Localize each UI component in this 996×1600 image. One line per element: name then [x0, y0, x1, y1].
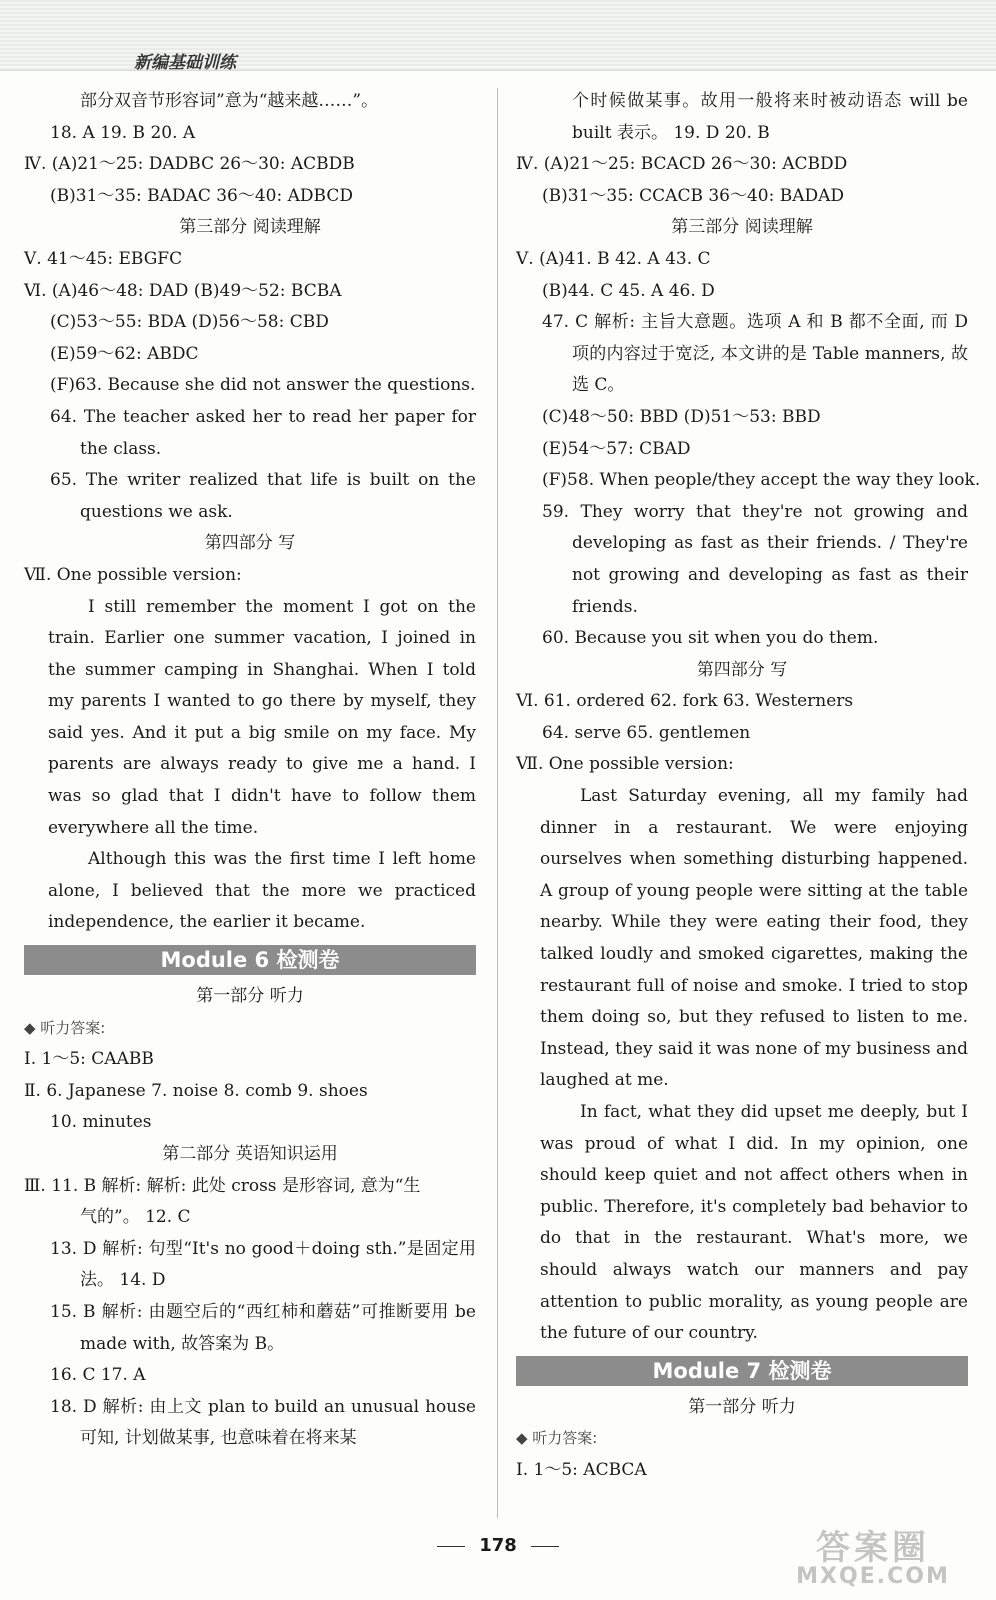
answer-line: (C)48～50: BBD (D)51～53: BBD — [542, 406, 821, 427]
page-number: 178 — [479, 1535, 517, 1556]
answer-line: (B)44. C 45. A 46. D — [542, 280, 715, 301]
answer-line: (B)31～35: BADAC 36～40: ADBCD — [50, 185, 353, 206]
section-heading: 第三部分 阅读理解 — [671, 217, 813, 238]
section-heading: 第三部分 阅读理解 — [179, 217, 321, 238]
answer-line: (E)59～62: ABDC — [50, 343, 199, 364]
answer-line: Ⅳ. (A)21～25: BCACD 26～30: ACBDD — [516, 154, 848, 175]
answer-line: Ⅴ. 41～45: EBGFC — [24, 248, 183, 269]
essay-paragraph: I still remember the moment I got on the train. Earlier one summer vacation, I joined in the summer camping in Shanghai. When I told my parents I wanted to go there by myself, they said yes. And it put a big smile on my face. My parents are always ready to give me a hand. I was so glad that I didn't have to follow them everywhere all the time. — [48, 596, 476, 838]
answer-line: 15. B 解析: 由题空后的“西红柿和蘑菇”可推断要用 be made with, 故答案为 B。 — [50, 1301, 476, 1354]
answer-line: 13. D 解析: 句型“It's no good＋doing sth.”是固定用法。 14. D — [50, 1238, 476, 1291]
left-column — [24, 86, 476, 1455]
watermark-logo — [768, 1530, 978, 1590]
section-heading: 第一部分 听力 — [196, 986, 304, 1007]
footer-dash-left — [437, 1546, 465, 1547]
essay-paragraph: Although this was the first time I left home alone, I believed that the more we practiced independence, the earlier it became. — [48, 849, 476, 933]
answer-line: Ⅰ. 1～5: ACBCA — [516, 1459, 647, 1480]
answer-line: 59. They worry that they're not growing and developing as fast as their friends. / They're not growing and developing as fast as their friends. — [542, 501, 968, 617]
answer-line: 18. A 19. B 20. A — [50, 122, 196, 143]
answer-line: (F)63. Because she did not answer the questions. — [50, 375, 476, 396]
section-heading: 第四部分 写 — [204, 533, 296, 554]
answer-line: Ⅴ. (A)41. B 42. A 43. C — [516, 248, 711, 269]
answer-line: 16. C 17. A — [50, 1365, 146, 1386]
answer-line: 个时候做某事。故用一般将来时被动语态 will be built 表示。 19. D 20. B — [572, 91, 968, 143]
essay-paragraph: In fact, what they did upset me deeply, but I was proud of what I did. In my opinion, one should keep quiet and not affect others when in public. Therefore, it's completely bad behavior to do that in the restaurant. What's more, we should always watch our manners and pay attention to public morality, as young people are the future of our country. — [540, 1102, 968, 1344]
answer-line: 60. Because you sit when you do them. — [542, 628, 879, 649]
column-divider — [497, 88, 498, 1518]
answer-line: 64. serve 65. gentlemen — [542, 722, 751, 743]
essay-paragraph: Last Saturday evening, all my family had dinner in a restaurant. We were enjoying ourselves when something disturbing happened. A group of young people were sitting at the table nearby. While they were eating their food, they talked loudly and smoked cigarettes, making the restaurant full of noise and smoke. I tried to stop them doing so, but they refused to listen to me. Instead, they said it was none of my business and laughed at me. — [540, 786, 968, 1091]
footer-dash-right — [531, 1546, 559, 1547]
answer-line: 65. The writer realized that life is built on the questions we ask. — [50, 470, 476, 522]
answer-line: (F)58. When people/they accept the way they look. — [542, 470, 981, 491]
answer-line: Ⅵ. (A)46～48: DAD (B)49～52: BCBA — [24, 280, 342, 301]
answer-line: Ⅰ. 1～5: CAABB — [24, 1049, 154, 1070]
answer-line: 部分双音节形容词”意为“越来越……”。 — [80, 91, 379, 111]
answer-line: Ⅵ. 61. ordered 62. fork 63. Westerners — [516, 691, 854, 712]
answer-line: (B)31～35: CCACB 36～40: BADAD — [542, 185, 845, 206]
answer-line: Ⅲ. 11. B 解析: 解析: 此处 cross 是形容词, 意为“生 — [24, 1175, 421, 1196]
watermark-text: 答案圈 — [816, 1528, 930, 1568]
watermark-url: MXQE.COM — [796, 1564, 950, 1589]
answer-line: Ⅶ. One possible version: — [24, 564, 242, 585]
section-heading: 第一部分 听力 — [688, 1396, 796, 1417]
answer-line: (E)54～57: CBAD — [542, 438, 691, 459]
section-heading: 第二部分 英语知识运用 — [162, 1144, 338, 1164]
module-banner: Module 7 检测卷 — [516, 1356, 968, 1386]
answer-line: Ⅳ. (A)21～25: DADBC 26～30: ACBDB — [24, 154, 355, 175]
answer-line: 10. minutes — [50, 1112, 152, 1133]
answer-line: 64. The teacher asked her to read her paper for the class. — [50, 406, 476, 459]
listening-label: ◆ 听力答案: — [516, 1429, 598, 1448]
answer-line: 气的”。 12. C — [80, 1207, 191, 1228]
answer-line: (C)53～55: BDA (D)56～58: CBD — [50, 312, 329, 333]
answer-line: Ⅱ. 6. Japanese 7. noise 8. comb 9. shoes — [24, 1080, 368, 1101]
book-title: 新编基础训练 — [134, 53, 236, 73]
module-banner: Module 6 检测卷 — [24, 945, 476, 975]
section-heading: 第四部分 写 — [696, 659, 788, 680]
page-header — [0, 0, 996, 71]
answer-line: Ⅶ. One possible version: — [516, 754, 734, 775]
listening-label: ◆ 听力答案: — [24, 1018, 106, 1037]
answer-line: 18. D 解析: 由上文 plan to build an unusual house 可知, 计划做某事, 也意味着在将来某 — [50, 1396, 476, 1449]
answer-line: 47. C 解析: 主旨大意题。选项 A 和 B 都不全面, 而 D 项的内容过于宽泛, 本文讲的是 Table manners, 故选 C。 — [542, 312, 968, 396]
right-column — [516, 86, 981, 1487]
